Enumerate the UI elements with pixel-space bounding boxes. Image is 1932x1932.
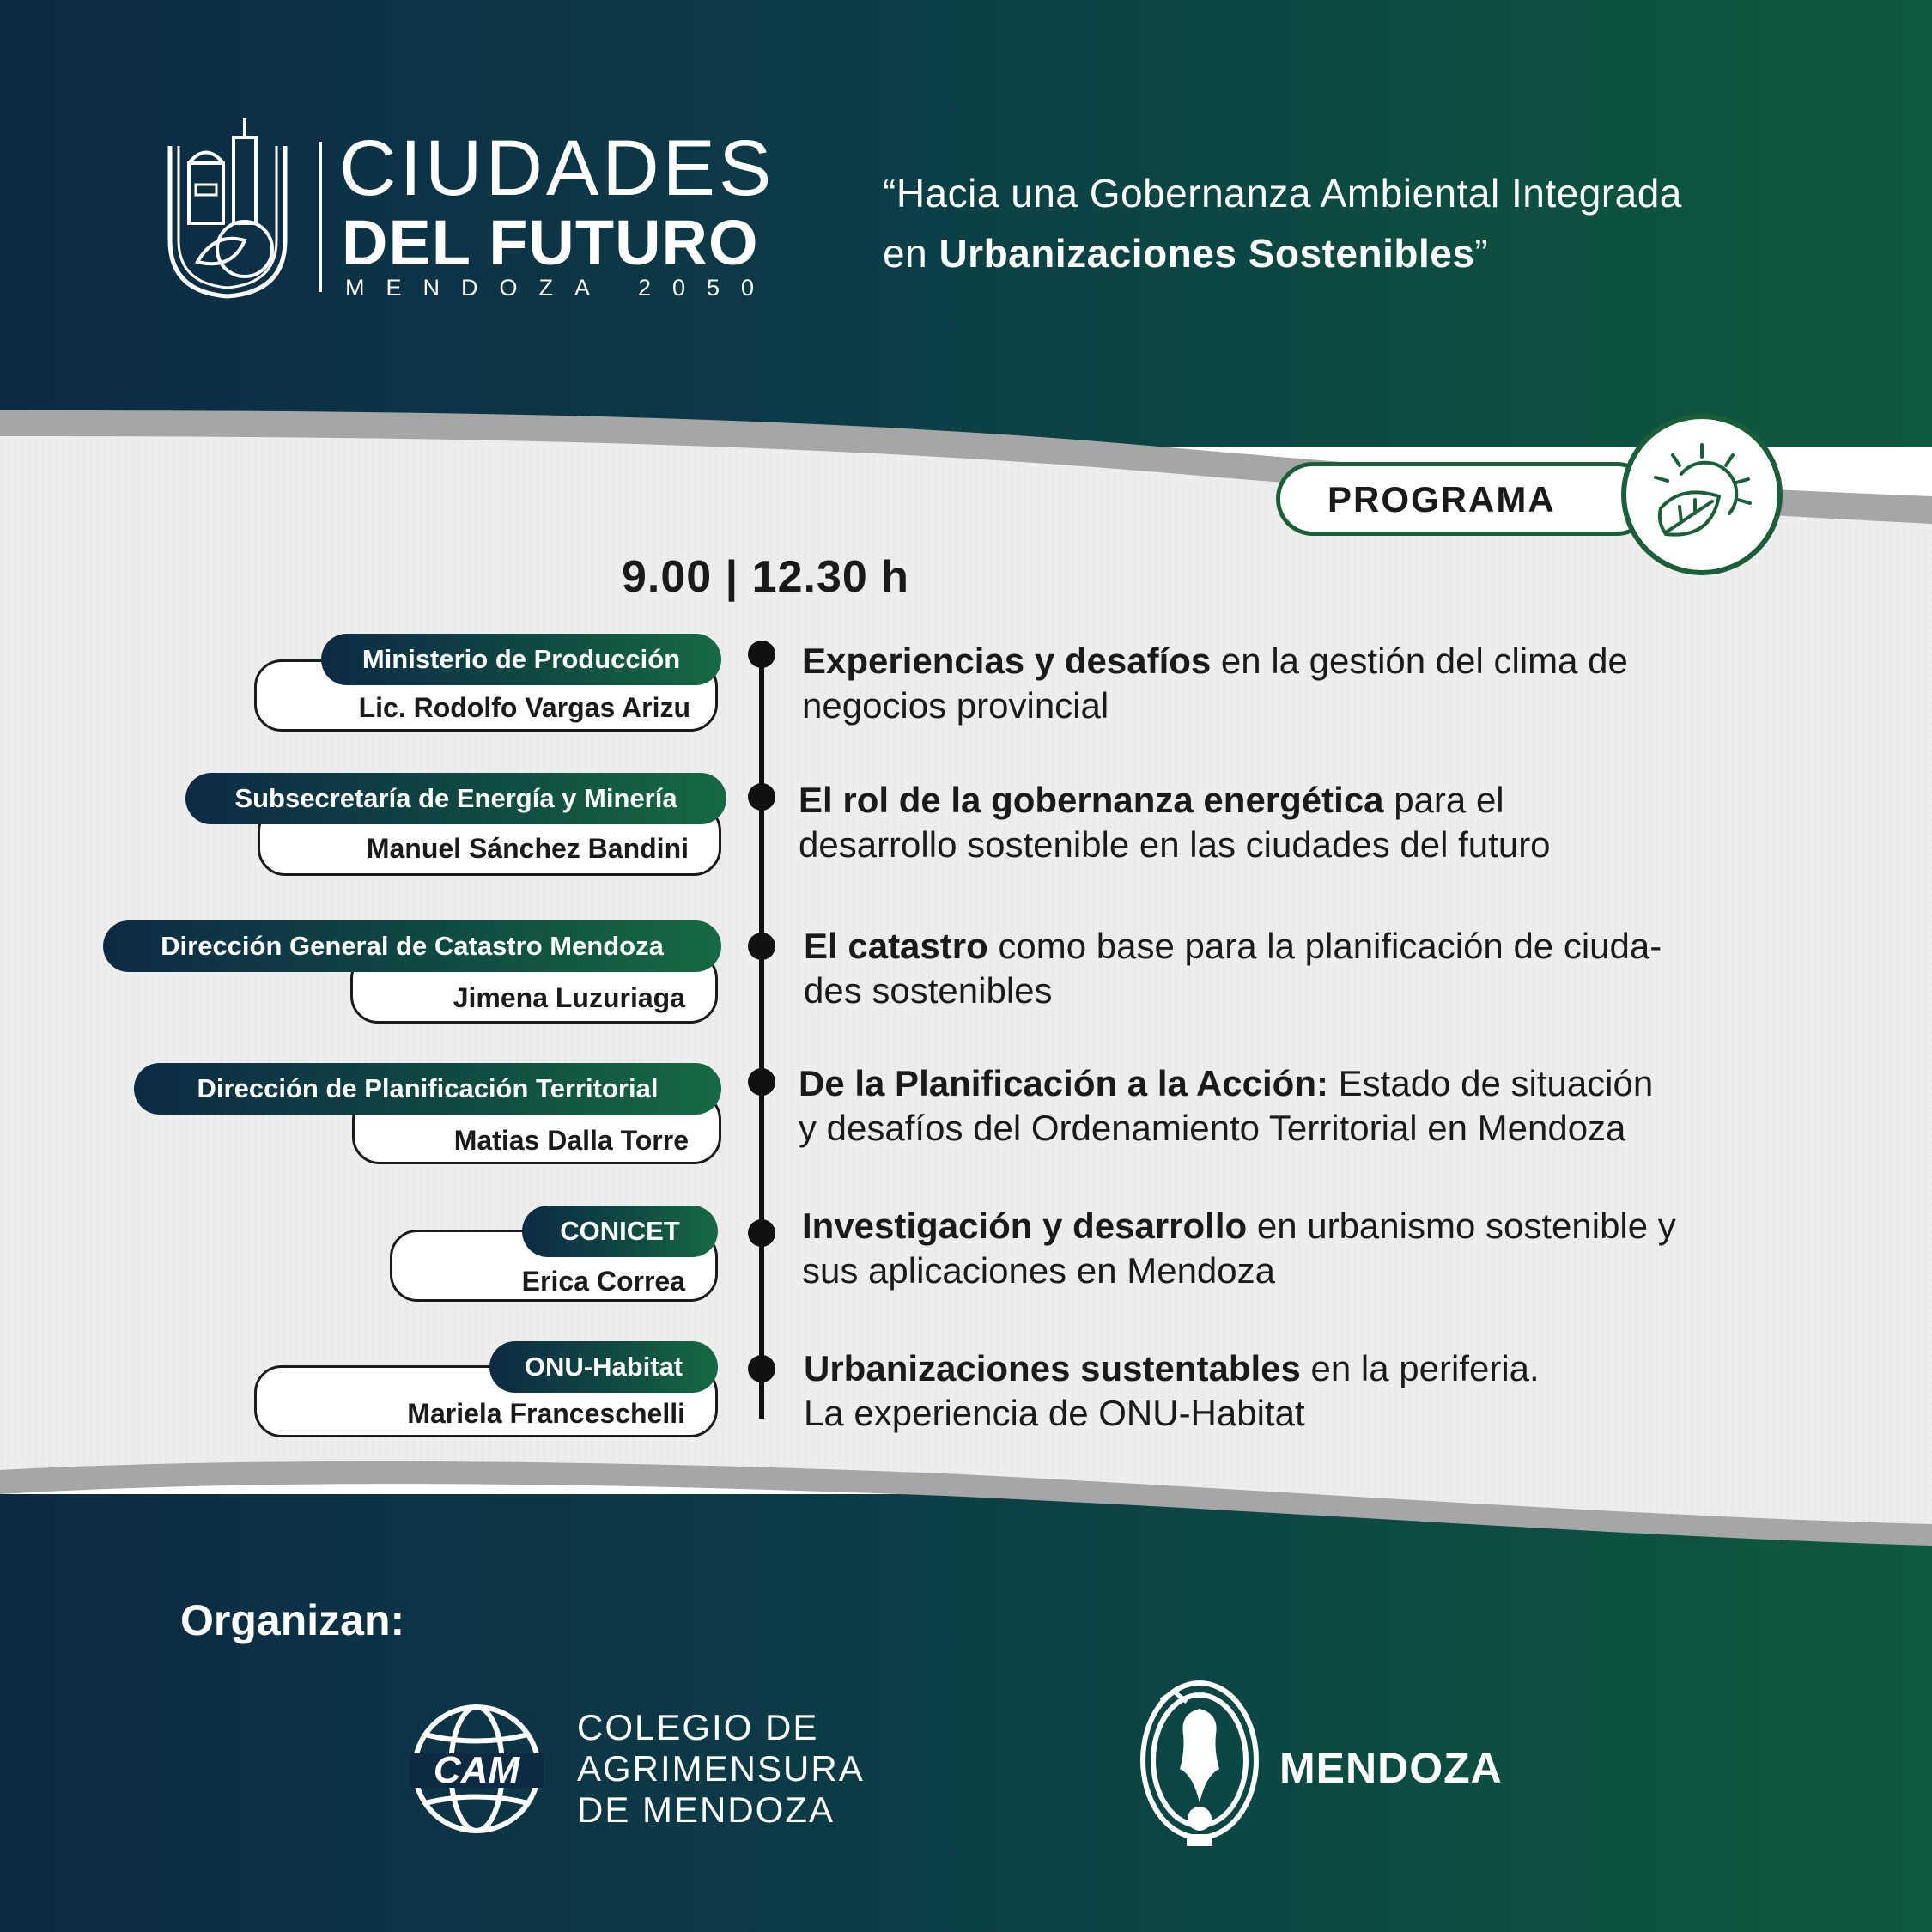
org-tag: Dirección General de Catastro Mendoza bbox=[103, 920, 721, 972]
timeline-dot bbox=[748, 1068, 775, 1096]
topic-bold: Investigación y desarrollo bbox=[802, 1206, 1248, 1246]
topic-bold: Urbanizaciones sustentables bbox=[804, 1348, 1301, 1388]
speaker-name: Lic. Rodolfo Vargas Arizu bbox=[358, 692, 690, 723]
topic-line2: sus aplicaciones en Mendoza bbox=[802, 1250, 1276, 1291]
session-topic bbox=[804, 924, 1662, 1013]
topic-rest: Estado de situación bbox=[1327, 1063, 1654, 1103]
quote-line2 bbox=[883, 223, 1682, 283]
organizers-heading: Organizan: bbox=[180, 1596, 405, 1644]
session-topic bbox=[799, 1061, 1653, 1151]
topic-bold: El catastro bbox=[804, 926, 988, 966]
speaker-name: Manuel Sánchez Bandini bbox=[366, 833, 689, 864]
brand-title-line1: CIUDADES bbox=[339, 125, 775, 212]
speaker-name: Erica Correa bbox=[521, 1266, 685, 1297]
event-quote bbox=[883, 163, 1682, 283]
topic-line2: negocios provincial bbox=[802, 685, 1109, 726]
timeline-dot bbox=[748, 933, 775, 960]
colegio-agrimensura-text: COLEGIO DE AGRIMENSURA DE MENDOZA bbox=[577, 1707, 865, 1830]
quote-prefix: en bbox=[883, 231, 939, 276]
session-topic bbox=[799, 778, 1551, 867]
brand-title-line2: DEL FUTURO bbox=[342, 207, 759, 278]
topic-line2: La experiencia de ONU-Habitat bbox=[804, 1393, 1305, 1433]
speaker-name: Jimena Luzuriaga bbox=[453, 982, 685, 1013]
topic-bold: El rol de la gobernanza energética bbox=[799, 780, 1384, 820]
programa-label: PROGRAMA bbox=[1327, 479, 1556, 519]
org-tag: CONICET bbox=[522, 1206, 718, 1257]
topic-rest: en la gestión del clima de bbox=[1211, 641, 1628, 681]
ciudades-del-futuro-logo-icon bbox=[163, 112, 292, 301]
topic-line2: y desafíos del Ordenamiento Territorial en Mendoza bbox=[799, 1108, 1626, 1148]
cam-lettering: CAM bbox=[433, 1749, 520, 1791]
topic-rest: para el bbox=[1383, 780, 1504, 820]
speaker-name: Mariela Franceschelli bbox=[407, 1398, 685, 1429]
speaker-name: Matias Dalla Torre bbox=[453, 1125, 689, 1156]
logo-divider bbox=[319, 142, 322, 292]
org-tag: Dirección de Planificación Territorial bbox=[134, 1063, 721, 1115]
topic-line2: desarrollo sostenible en las ciudades del futuro bbox=[799, 824, 1551, 865]
timeline-dot bbox=[748, 783, 775, 811]
globe-cam-logo-icon bbox=[408, 1700, 545, 1838]
org-tag: Subsecretaría de Energía y Minería bbox=[185, 773, 726, 824]
topic-line2: des sostenibles bbox=[804, 970, 1053, 1011]
schedule-time: 9.00 | 12.30 h bbox=[622, 552, 909, 602]
timeline-line bbox=[759, 654, 764, 1419]
topic-bold: Experiencias y desafíos bbox=[802, 641, 1212, 681]
sun-leaf-icon bbox=[1647, 440, 1757, 550]
timeline-dot bbox=[748, 641, 775, 668]
mendoza-coat-of-arms-icon bbox=[1135, 1674, 1264, 1855]
org-tag: Ministerio de Producción bbox=[321, 634, 721, 685]
quote-suffix: ” bbox=[1474, 231, 1489, 276]
session-topic bbox=[802, 639, 1628, 728]
timeline-dot bbox=[748, 1219, 775, 1247]
session-topic bbox=[802, 1204, 1676, 1293]
mendoza-text: MENDOZA bbox=[1279, 1744, 1503, 1792]
org-tag: ONU-Habitat bbox=[489, 1341, 718, 1393]
brand-subtitle: MENDOZA 2050 bbox=[345, 275, 776, 301]
topic-rest: como base para la planificación de ciuda- bbox=[987, 926, 1662, 966]
topic-rest: en la periferia. bbox=[1300, 1348, 1540, 1388]
session-topic bbox=[804, 1346, 1540, 1436]
timeline-dot bbox=[748, 1355, 775, 1382]
topic-bold: De la Planificación a la Acción: bbox=[799, 1063, 1328, 1103]
quote-bold: Urbanizaciones Sostenibles bbox=[939, 231, 1475, 276]
topic-rest: en urbanismo sostenible y bbox=[1247, 1206, 1676, 1246]
quote-line1: “Hacia una Gobernanza Ambiental Integrada bbox=[883, 171, 1682, 216]
